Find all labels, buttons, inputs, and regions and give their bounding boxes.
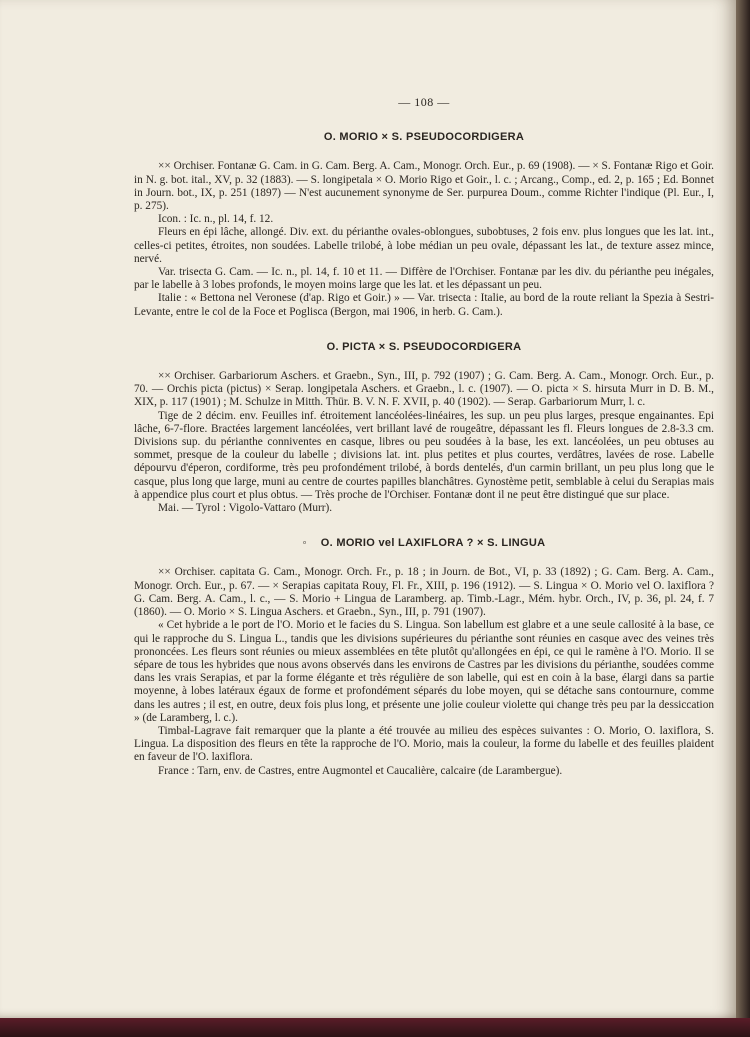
synonymy-paragraph: ×× Orchiser. capitata G. Cam., Monogr. Orch. Fr., p. 18 ; in Journ. de Bot., VI, p. 33 (1892) ; G. Cam. Berg. A. Cam., Monogr. Orch. Eur., p. 67. — × Serapias capitata Rouy, Fl. Fr., XIII, p. 196 (1912). — S. Lingua × O. Morio vel O. laxiflora ? G. Cam. Berg. A. Cam., l. c., — S. Morio + Lingua de Laramberg. ap. Timb.-Lagr., Mém. hybr. Orch., IV, p. 36, pl. 24, f. 7 (1860). — O. Morio × S. Lingua Aschers. et Graebn., Syn., III, p. 791 (1907). bbox=[134, 566, 714, 619]
description-paragraph: Fleurs en épi lâche, allongé. Div. ext. du périanthe ovales-oblongues, subobtuses, 2 fois env. plus longues que les lat. int., celles-ci petites, étroites, non soudées. Labelle trilobé, à lobe médian un peu ovale, dépassant les lat., de texture assez mince, nervé. bbox=[134, 226, 714, 265]
distribution-paragraph: Italie : « Bettona nel Veronese (d'ap. Rigo et Goir.) » — Var. trisecta : Italie, au bord de la route reliant la Spezia à Sestri-Levante, entre le col de la Foce et Poglisca (Bergon, mai 1906, in herb. G. Cam.). bbox=[134, 292, 714, 318]
book-spine-edge bbox=[736, 0, 750, 1037]
synonymy-paragraph: ×× Orchiser. Fontanæ G. Cam. in G. Cam. Berg. A. Cam., Monogr. Orch. Eur., p. 69 (1908). — × S. Fontanæ Rigo et Goir. in N. g. bot. ital., XV, p. 32 (1883). — S. longipetala × O. Morio Rigo et Goir., l. c. ; Arcang., Comp., ed. 2, p. 165 ; Ed. Bonnet in Journ. bot., IX, p. 251 (1897) — N'est aucunement synonyme de Ser. purpurea Doum., comme Richter l'indique (Pl. Eur., I, p. 275). bbox=[134, 160, 714, 213]
section-morio-laxiflora-lingua bbox=[134, 537, 714, 777]
remark-paragraph: Timbal-Lagrave fait remarquer que la plante a été trouvée au milieu des espèces suivantes : O. Morio, O. laxiflora, S. Lingua. La disposition des fleurs en tête la rapproche de l'O. Morio, mais la couleur, la forme du labelle et des feuilles plaident en faveur de l'O. laxiflora. bbox=[134, 724, 714, 764]
quotation-paragraph: « Cet hybride a le port de l'O. Morio et le facies du S. Lingua. Son labellum est glabre et a une seule callosité à la base, ce qui le rapproche du S. Lingua L., tandis que les divisions supérieures du périanthe sont réunies en casque avec des veines très prononcées. Les fleurs sont réunies ou mieux assemblées en tête plutôt qu'allongées en épi, ce qui le ramène à l'O. Morio. Il se sépare de tous les hybrides que nous avons observés dans les environs de Castres par les divisions du périanthe, soudées comme dans les vrais Serapias, et par la forme élégante et très régulière de son labelle, qui est en coin à la base, élargi dans sa partie moyenne, à lobes latéraux égaux de forme et profondément séparés du lobe moyen, qui se détache sans contournure, comme dans les autres ; il est, en outre, deux fois plus long, et présente une jolie couleur violette qui change très peu par la dessiccation » (de Laramberg, l. c.). bbox=[134, 619, 714, 724]
page-content bbox=[134, 96, 714, 778]
section-title: O. MORIO × S. PSEUDOCORDIGERA bbox=[323, 131, 525, 144]
distribution-paragraph: Mai. — Tyrol : Vigolo-Vattaro (Murr). bbox=[158, 502, 333, 515]
book-cover-edge bbox=[0, 1018, 750, 1037]
icon-reference: Icon. : Ic. n., pl. 14, f. 12. bbox=[158, 213, 274, 226]
section-morio-pseudocordigera bbox=[134, 131, 714, 319]
synonymy-paragraph: ×× Orchiser. Garbariorum Aschers. et Graebn., Syn., III, p. 792 (1907) ; G. Cam. Berg. A. Cam., Monogr. Orch. Eur., p. 70. — Orchis picta (pictus) × Serap. longipetala Aschers. et Graebn., l. c. (1907). — O. picta × S. hirsuta Murr in D. B. M., XIX, p. 117 (1901) ; M. Schulze in Mitth. Thür. B. V. N. F. XVII, p. 40 (1902). — Serap. Garbariorum Murr, l. c. bbox=[134, 370, 714, 409]
page-number: — 108 — bbox=[398, 95, 450, 109]
section-title bbox=[134, 537, 714, 550]
section-title: O. PICTA × S. PSEUDOCORDIGERA bbox=[326, 340, 522, 353]
variety-paragraph: Var. trisecta G. Cam. — Ic. n., pl. 14, f. 10 et 11. — Diffère de l'Orchiser. Fontanæ par les div. du périanthe peu inégales, par le labelle à 3 lobes profonds, le moyen moins large que les lat. et les dépassant un peu. bbox=[134, 266, 714, 292]
description-paragraph: Tige de 2 décim. env. Feuilles inf. étroitement lancéolées-linéaires, les sup. un peu plus larges, presque engainantes. Epi lâche, 6-7-flore. Bractées largement lancéolées, vert brillant lavé de rougeâtre, dépassant les fl. Fleurs longues de 2.8-3.3 cm. Divisions sup. du périanthe conniventes en casque, libres ou peu soudées à la base, les ext. lancéolées, un peu obtuses au sommet, presque de la couleur du labelle ; divisions lat. int. plus petites et plus courtes, verdâtres, lavées de rose. Labelle dépourvu d'éperon, cordiforme, très peu profondément trilobé, à bords dentelés, d'un carmin brillant, un peu plus long que le casque, plus long que large, muni au centre de courtes papilles blanchâtres. Gynostème petit, semblable à celui du Serapias mais à appendice plus court et plus obtus. — Très proche de l'Orchiser. Fontanæ dont il ne peut être distingué que sur place. bbox=[134, 409, 714, 501]
section-title-text: O. MORIO vel LAXIFLORA ? × S. LINGUA bbox=[320, 537, 546, 550]
section-picta-pseudocordigera bbox=[134, 341, 714, 515]
title-bullet: ◦ bbox=[302, 537, 307, 550]
distribution-paragraph: France : Tarn, env. de Castres, entre Augmontel et Caucalière, calcaire (de Larambergue). bbox=[158, 764, 563, 777]
